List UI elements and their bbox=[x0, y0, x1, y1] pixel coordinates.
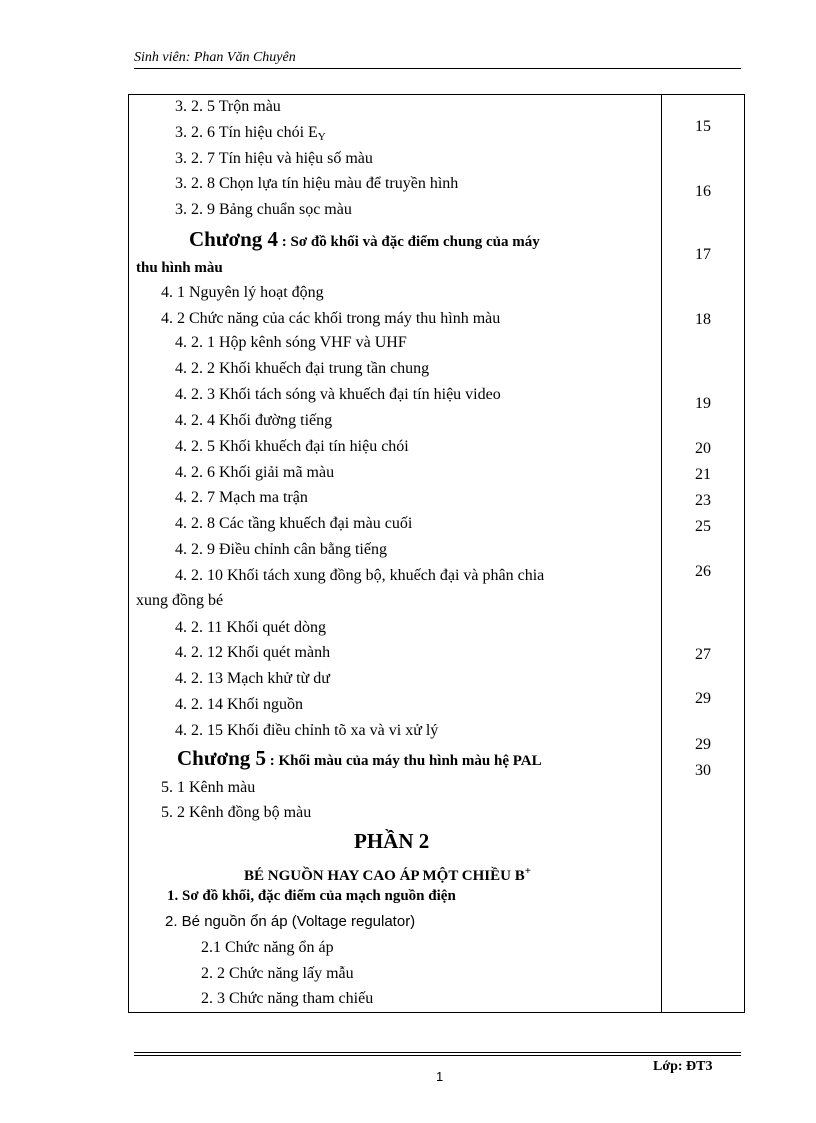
toc-entry: 4. 2. 3 Khối tách sóng và khuếch đại tín hiệu video bbox=[175, 386, 501, 403]
toc-entry: 4. 2. 8 Các tầng khuếch đại màu cuối bbox=[175, 515, 413, 532]
page-number: 25 bbox=[695, 518, 711, 535]
page-number: 26 bbox=[695, 563, 711, 580]
toc-entry: 4. 2. 10 Khối tách xung đồng bộ, khuếch đại và phân chia bbox=[175, 567, 545, 584]
part-2-subheading: BÉ NGUỒN HAY CAO ÁP MỘT CHIỀU B+ bbox=[244, 865, 532, 884]
toc-entry: 4. 2. 4 Khối đường tiếng bbox=[175, 412, 333, 429]
page-number: 23 bbox=[695, 492, 711, 509]
toc-entry: 4. 2. 9 Điều chỉnh cân bằng tiếng bbox=[175, 541, 387, 558]
toc-entry: 1. Sơ đồ khối, đặc điểm của mạch nguồn điện bbox=[167, 888, 456, 904]
toc-entry: 3. 2. 5 Trộn màu bbox=[175, 98, 281, 115]
page-number: 18 bbox=[695, 311, 711, 328]
toc-entry: 4. 2. 15 Khối điều chỉnh tõ xa và vi xử lý bbox=[175, 722, 439, 739]
toc-entry: 2.1 Chức năng ổn áp bbox=[201, 939, 334, 956]
footer-class: Lớp: ĐT3 bbox=[653, 1059, 713, 1074]
toc-entry: 4. 2. 1 Hộp kênh sóng VHF và UHF bbox=[175, 334, 407, 351]
page-number: 27 bbox=[695, 646, 711, 663]
chapter-4-heading-cont: thu hình màu bbox=[136, 260, 223, 276]
toc-entry: 3. 2. 9 Bảng chuẩn sọc màu bbox=[175, 201, 352, 218]
toc-entry: 4. 2. 14 Khối nguồn bbox=[175, 696, 303, 713]
header-rule bbox=[134, 68, 741, 69]
page-number: 21 bbox=[695, 466, 711, 483]
toc-entry: 4. 2. 13 Mạch khử từ dư bbox=[175, 670, 330, 687]
footer-rule bbox=[134, 1055, 741, 1056]
toc-entry: 5. 1 Kênh màu bbox=[161, 779, 256, 796]
toc-entry: 4. 1 Nguyên lý hoạt động bbox=[161, 284, 324, 301]
footer-rule bbox=[134, 1052, 741, 1053]
toc-entry: 4. 2. 2 Khối khuếch đại trung tần chung bbox=[175, 360, 430, 377]
toc-entry: 4. 2. 7 Mạch ma trận bbox=[175, 489, 308, 506]
toc-entry: 2. 2 Chức năng lấy mẫu bbox=[201, 965, 354, 982]
toc-entry: 4. 2. 12 Khối quét mành bbox=[175, 644, 331, 661]
toc-entry: 3. 2. 6 Tín hiệu chói $E_Y$ bbox=[175, 124, 326, 143]
toc-entry: 4. 2. 6 Khối giải mã màu bbox=[175, 464, 335, 481]
page-number: 29 bbox=[695, 736, 711, 753]
chapter-5-heading: Chương 5 : Khối màu của máy thu hình màu hệ PAL bbox=[177, 746, 542, 770]
page-number: 30 bbox=[695, 762, 711, 779]
toc-entry: 4. 2. 5 Khối khuếch đại tín hiệu chói bbox=[175, 438, 409, 455]
toc-entry: 3. 2. 7 Tín hiệu và hiệu số màu bbox=[175, 150, 373, 167]
page-column-divider bbox=[661, 94, 662, 1013]
page-number: 16 bbox=[695, 183, 711, 200]
part-2-heading: PHẦN 2 bbox=[354, 829, 430, 853]
page-number: 19 bbox=[695, 395, 711, 412]
page-number: 15 bbox=[695, 118, 711, 135]
chapter-4-heading: Chương 4 : Sơ đồ khối và đặc điểm chung của máy bbox=[189, 227, 540, 251]
page-number: 29 bbox=[695, 690, 711, 707]
toc-entry: 4. 2. 11 Khối quét dòng bbox=[175, 619, 326, 636]
toc-entry: 3. 2. 8 Chọn lựa tín hiệu màu để truyền hình bbox=[175, 175, 459, 192]
header-student: Sinh viên: Phan Văn Chuyên bbox=[134, 50, 296, 65]
page-number: 17 bbox=[695, 246, 711, 263]
toc-entry: 2. 3 Chức năng tham chiếu bbox=[201, 990, 374, 1007]
toc-entry: 4. 2 Chức năng của các khối trong máy thu hình màu bbox=[161, 310, 501, 327]
toc-entry-cont: xung đồng bé bbox=[136, 592, 224, 609]
toc-entry: 5. 2 Kênh đồng bộ màu bbox=[161, 804, 312, 821]
page-number: 20 bbox=[695, 440, 711, 457]
footer-page-number: 1 bbox=[436, 1069, 444, 1084]
toc-entry: 2. Bé nguồn ổn áp (Voltage regulator) bbox=[165, 913, 416, 930]
